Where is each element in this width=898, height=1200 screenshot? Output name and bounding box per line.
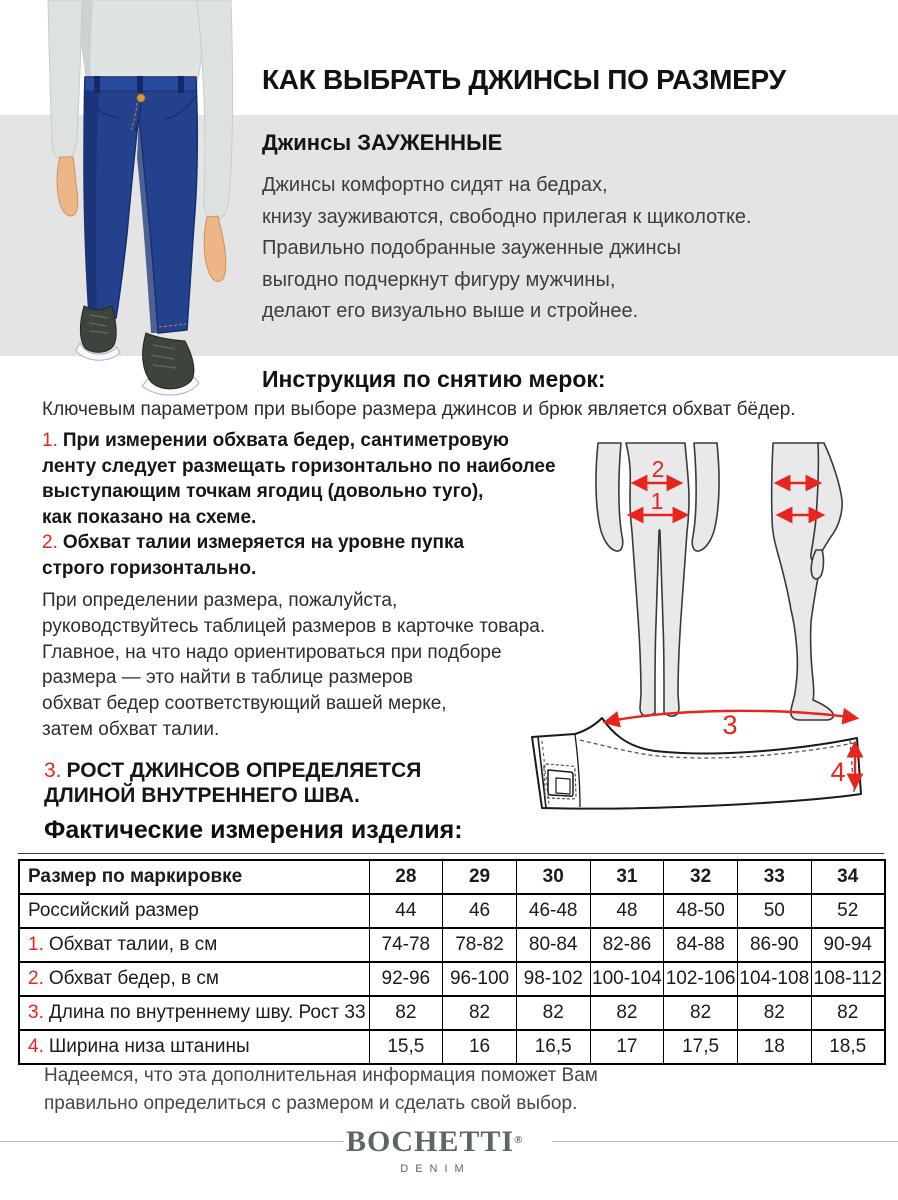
- table-row-inseam: 3. Длина по внутреннему шву. Рост 33 82 82 82 82 82 82 82: [19, 996, 885, 1030]
- jeans-button: [137, 94, 145, 102]
- footer-divider-right: [552, 1141, 898, 1142]
- size-table: [18, 859, 886, 1065]
- page-title: КАК ВЫБРАТЬ ДЖИНСЫ ПО РАЗМЕРУ: [262, 64, 786, 95]
- hip-arrow-label: 1: [650, 488, 664, 514]
- waist-arrow-label: 2: [651, 456, 665, 482]
- intro-heading: Джинсы ЗАУЖЕННЫЕ: [262, 130, 503, 155]
- intro-line: книзу зауживаются, свободно прилегая к щиколотке.: [262, 205, 752, 228]
- jeans-model-illustration: [0, 0, 235, 400]
- table-row-hip: 2. Обхват бедер, в см 92-96 96-100 98-102 100-104 102-106 104-108 108-112: [19, 962, 885, 996]
- intro-line: Правильно подобранные зауженные джинсы: [262, 237, 681, 259]
- footer-note: Надеемся, что эта дополнительная информация поможет Вам правильно определиться с размером и сделать свой выбор.: [44, 1065, 598, 1114]
- hem-arrow-label: 4: [830, 757, 846, 787]
- key-parameter-line: Ключевым параметром при выборе размера джинсов и брюк является обхват бёдер.: [42, 399, 796, 420]
- table-row-leg-width: 4. Ширина низа штанины 15,5 16 16,5 17 17,5 18 18,5: [19, 1030, 885, 1064]
- measure-step-2: 2. Обхват талии измеряется на уровне пупка строго горизонтально.: [42, 532, 465, 579]
- table-heading: Фактические измерения изделия:: [44, 816, 463, 844]
- instructions-heading: Инструкция по снятию мерок:: [262, 366, 606, 392]
- table-row-waist: 1. Обхват талии, в см 74-78 78-82 80-84 82-86 84-88 86-90 90-94: [19, 928, 885, 962]
- step-number: 3.: [44, 759, 62, 782]
- brand-subtitle: DENIM: [400, 1163, 471, 1175]
- side-figure: [772, 443, 843, 720]
- footer-divider-left: [0, 1141, 344, 1142]
- brand-logo: [346, 1125, 524, 1175]
- brand-name: BOCHETTI: [346, 1125, 515, 1158]
- size-selection-note: При определении размера, пожалуйста, руководствуйтесь таблицей размеров в карточке товара. Главное, на что надо ориентироваться при подборе размера — это найти в таблице размеров обхват бедер соответствующий вашей мерке, затем обхват талии.: [42, 590, 546, 740]
- pant-leg-outline: [532, 718, 861, 809]
- table-row-marking-size: Размер по маркировке 28 29 30 31 32 33 34: [19, 860, 885, 894]
- table-row-russian-size: Российский размер 44 46 46-48 48 48-50 50 52: [19, 894, 885, 928]
- intro-line: Джинсы комфортно сидят на бедрах,: [262, 174, 608, 196]
- step-number: 2.: [42, 532, 58, 553]
- body-measurement-diagram: [578, 432, 898, 722]
- measure-step-3: 3. РОСТ ДЖИНСОВ ОПРЕДЕЛЯЕТСЯ ДЛИНОЙ ВНУТРЕННЕГО ШВА.: [44, 759, 422, 807]
- intro-paragraph: [262, 170, 752, 328]
- registered-mark-icon: ®: [514, 1134, 524, 1146]
- measure-step-1: 1. При измерении обхвата бедер, сантиметровую ленту следует размещать горизонтально по наиболее выступающим точкам ягодиц (довольно туго), как показано на схеме.: [42, 430, 556, 528]
- intro-line: выгодно подчеркнут фигуру мужчины,: [262, 268, 616, 291]
- intro-line: делают его визуально выше и стройнее.: [262, 300, 639, 322]
- step-number: 1.: [42, 430, 58, 451]
- table-top-rule: [18, 853, 884, 854]
- measure-steps: [42, 428, 587, 581]
- inseam-arrow-label: 3: [722, 710, 738, 740]
- jeans: [84, 76, 197, 333]
- pant-leg-diagram: [518, 698, 898, 835]
